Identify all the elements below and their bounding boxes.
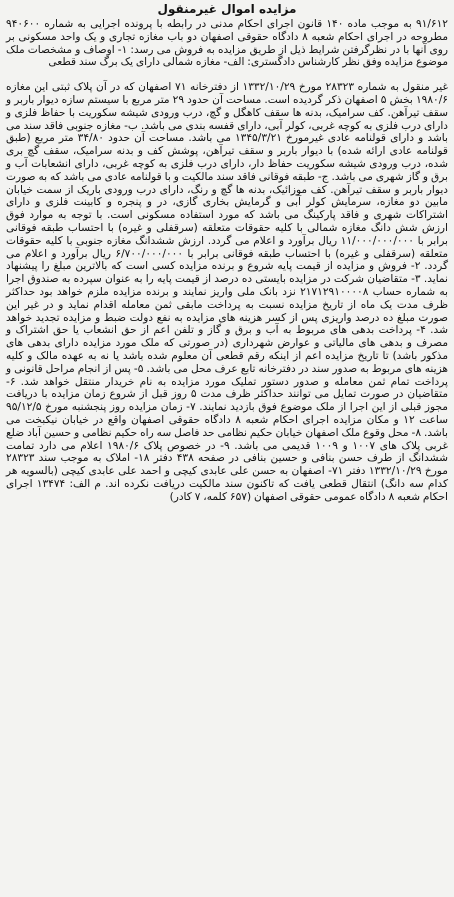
notice-title: مزایده اموال غیرمنقول <box>157 2 297 16</box>
notice-intro-paragraph: ۹۱/۶۱۲ به موجب ماده ۱۴۰ قانون اجرای احکام مدنی در رابطه با پرونده اجرایی به شماره ۹۴۰۶۰۰ مطروحه در اجرای احکام شعبه ۸ دادگاه حقوقی اصفهان دو باب مغازه تجاری و یک واحد مسکونی بر روی آنها با در نظرگرفتن شرایط ذیل از طریق مزایده به فروش می رسد: ۱- اوصاف و مشخصات ملک موضوع مزایده وفق نظر کارشناس دادگستری: الف- مغازه شمالی دارای یک برگ سند قطعی <box>6 18 449 69</box>
notice-body-paragraph: غیر منقول به شماره ۲۸۳۲۳ مورخ ۱۳۳۲/۱۰/۲۹ از دفترخانه ۷۱ اصفهان که در آن پلاک ثبتی این مغازه ۱۹۸۰/۶ بخش ۵ اصفهان ذکر گردیده است. مساحت آن حدود ۲۹ متر مربع با سیستم سازه دیوار باربر و سقف تیرآهن. کف سرامیک، بدنه ها سقف کاهگل و گچ، درب ورودی شیشه سکوریت با حفاظ فلزی و دارای درب فلزی به کوچه غربی، کولر آبی، دارای قفسه بندی می باشد. ب- مغازه جنوبی فاقد سند می باشد و دارای قولنامه عادی غیرمورخ ۱۳۴۵/۳/۲۱ می باشد. مساحت آن حدود ۳۴/۸۰ متر مربع (طبق قولنامه عادی ارائه شده) با دیوار باربر و سقف تیرآهن، پوشش کف و بدنه سرامیک، سقف گچ بری شده، درب ورودی شیشه سکوریت حفاظ دار، دارای درب فلزی به کوچه غربی، دارای انشعابات آب و برق و گاز شهری می باشد. ج- طبقه فوقانی فاقد سند مالکیت و با قولنامه عادی می باشد که به صورت دیوار باربر و سقف تیرآهن. کف موزائیک، بدنه ها گچ و رنگ، دارای درب ورودی باریک از سمت خیابان مابین دو مغازه، سرمایش کولر آبی و گرمایش بخاری گازی، در و پنجره و کابینت فلزی و دارای اشتراکات شهری و فاقد پارکینگ می باشد که مورد استفاده مسکونی است. با توجه به موارد فوق ارزش شش دانگ مغازه شمالی با کلیه حقوقات متعلقه (سرقفلی و غیره) با احتساب طبقه فوقانی برابر با ۱۱/۰۰۰/۰۰۰/۰۰۰ ریال برآورد و اعلام می گردد. ارزش ششدانگ مغازه جنوبی با کلیه حقوقات متعلقه (سرقفلی و غیره) با احتساب طبقه فوقانی برابر با ۶/۷۰۰/۰۰۰/۰۰۰ ریال برآورد و اعلام می گردد. ۲- فروش و مزایده از قیمت پایه شروع و برنده مزایده کسی است که بالاترین مبلغ را پیشنهاد نماید. ۳- متقاضیان شرکت در مزایده بایستی ده درصد از قیمت پایه را به عنوان سپرده به صندوق اجرا به شماره حساب ۲۱۷۱۲۹۱۰۰۰۰۸ نزد بانک ملی واریز نمایند و برنده مزایده ملزم خواهد بود حداکثر ظرف مدت یک ماه از تاریخ مزایده نسبت به پرداخت مابقی ثمن معامله اقدام نماید و در غیر این صورت مبلغ ده درصد واریزی پس از کسر هزینه های مزایده به نفع دولت ضبط و مزایده تجدید خواهد شد. ۴- پرداخت بدهی های مربوط به آب و برق و گاز و تلفن اعم از حق انشعاب یا حق اشتراک و مصرف و بدهی های مالیاتی و عوارض شهرداری (در صورتی که ملک مورد مزایده دارای بدهی های مذکور باشد) تا تاریخ مزایده اعم از اینکه رقم قطعی آن معلوم شده باشد یا نه به عهده مالک و کلیه هزینه های مربوط به صدور سند در دفترخانه تابع عرف محل می باشد. ۵- پس از انجام مراحل قانونی و پرداخت تمام ثمن معامله و صدور دستور تملیک مورد مزایده به نام خریدار منتقل خواهد شد. ۶- متقاضیان در صورت تمایل می توانند حداکثر ظرف مدت ۵ روز قبل از شروع زمان مزایده با دریافت مجوز قبلی از این اجرا از ملک موضوع فوق بازدید نمایند. ۷- زمان مزایده روز پنجشنبه مورخ ۹۵/۱۲/۵ ساعت ۱۲ و مکان مزایده اجرای احکام شعبه ۸ دادگاه حقوقی اصفهان واقع در خیابان نیکبخت می باشد. ۸- محل وقوع ملک اصفهان خیابان حکیم نظامی حد فاصل سه راه حکیم نظامی و حسین آباد ضلع غربی پلاک های ۱۰۰۷ و ۱۰۰۹ قدیمی می باشد. ۹- در خصوص پلاک ۱۹۸۰/۶ اعلام می دارد تمامت ششدانگ از طرف حسن بنافی و حسین بنافی در صفحه ۴۳۸ دفتر ۱۸- املاک به موجب سند ۲۸۳۲۳ مورخ ۱۳۳۲/۱۰/۲۹ دفتر ۷۱- اصفهان به حسن علی عابدی کیچی و احمد علی عابدی کیچی (بالسویه هر کدام سه دانگ) انتقال قطعی یافت که تاکنون سند مالکیت دریافت نکرده اند. م الف: ۱۳۴۷۴ اجرای احکام شعبه ۸ دادگاه عمومی حقوقی اصفهان (۶۵۷ کلمه، ۷ کادر) <box>6 81 449 503</box>
paragraph-gap <box>6 69 448 81</box>
